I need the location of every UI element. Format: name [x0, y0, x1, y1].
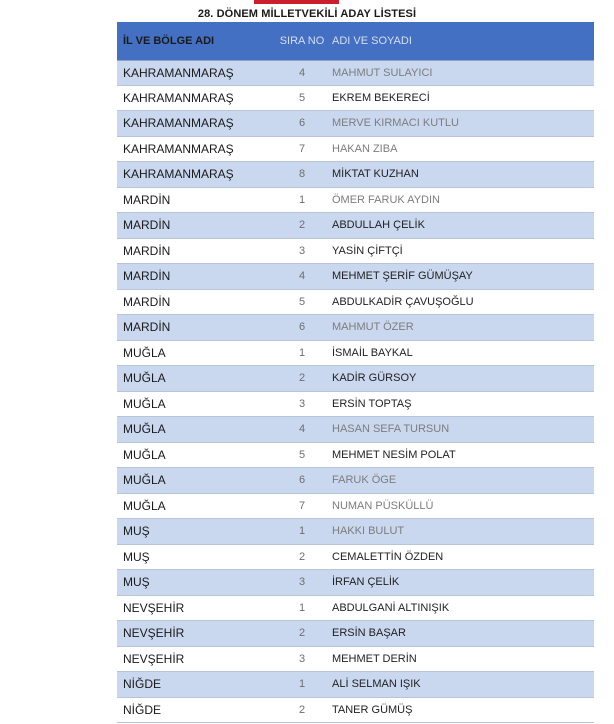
table-row [117, 111, 594, 137]
table-row [117, 137, 594, 163]
cell-province: MUĞLA [123, 473, 166, 488]
cell-candidate-name: MERVE KIRMACI KUTLU [332, 117, 459, 130]
cell-province: MUŞ [123, 549, 150, 564]
table-row [117, 264, 594, 290]
cell-order-no: 4 [298, 423, 306, 436]
table-row [117, 60, 594, 86]
cell-province: MUŞ [123, 575, 150, 590]
cell-province: MUĞLA [123, 371, 166, 386]
cell-order-no: 5 [298, 295, 306, 308]
cell-candidate-name: MAHMUT ÖZER [332, 321, 414, 334]
cell-candidate-name: KADİR GÜRSOY [332, 372, 417, 385]
cell-order-no: 5 [298, 448, 306, 461]
cell-order-no: 1 [298, 601, 306, 614]
cell-candidate-name: ERSİN TOPTAŞ [332, 397, 412, 410]
cell-order-no: 6 [298, 321, 306, 334]
cell-candidate-name: FARUK ÖGE [332, 474, 397, 487]
header-name: ADI VE SOYADI [332, 35, 412, 47]
cell-order-no: 4 [298, 270, 306, 283]
cell-candidate-name: MİKTAT KUZHAN [332, 168, 419, 181]
document-title: 28. DÖNEM MİLLETVEKİLİ ADAY LİSTESİ [197, 8, 417, 20]
cell-province: MUĞLA [123, 498, 166, 513]
table-row [117, 596, 594, 622]
table-row [117, 290, 594, 316]
cell-candidate-name: MAHMUT SULAYICI [332, 66, 433, 79]
table-row [117, 341, 594, 367]
table-row [117, 570, 594, 596]
table-row [117, 239, 594, 265]
cell-candidate-name: ERSİN BAŞAR [332, 627, 406, 640]
cell-province: KAHRAMANMARAŞ [123, 167, 234, 182]
cell-order-no: 7 [298, 142, 306, 155]
cell-order-no: 1 [298, 678, 306, 691]
cell-order-no: 4 [298, 66, 306, 79]
cell-province: MARDİN [123, 192, 171, 207]
cell-province: KAHRAMANMARAŞ [123, 116, 234, 131]
table-row [117, 86, 594, 112]
cell-order-no: 1 [298, 346, 306, 359]
table-row [117, 443, 594, 469]
table-row [117, 545, 594, 571]
header-order-no: SIRA NO [279, 35, 325, 47]
table-row [117, 417, 594, 443]
table-row [117, 162, 594, 188]
table-row [117, 213, 594, 239]
cell-order-no: 2 [298, 219, 306, 232]
cell-candidate-name: MEHMET ŞERİF GÜMÜŞAY [332, 270, 473, 283]
cell-province: KAHRAMANMARAŞ [123, 65, 234, 80]
cell-province: MARDİN [123, 243, 171, 258]
cell-candidate-name: MEHMET NESİM POLAT [332, 448, 456, 461]
table-row [117, 621, 594, 647]
table-row [117, 188, 594, 214]
cell-province: NİĞDE [123, 677, 162, 692]
cell-candidate-name: NUMAN PÜSKÜLLÜ [332, 499, 434, 512]
cell-province: MUŞ [123, 524, 150, 539]
cell-candidate-name: ABDULGANİ ALTINIŞIK [332, 601, 450, 614]
cell-candidate-name: İRFAN ÇELİK [332, 576, 400, 589]
cell-province: MARDİN [123, 320, 171, 335]
cell-candidate-name: HAKAN ZIBA [332, 142, 398, 155]
accent-bar [254, 0, 339, 4]
cell-province: NEVŞEHİR [123, 651, 185, 666]
table-row [117, 519, 594, 545]
cell-candidate-name: ALİ SELMAN IŞIK [332, 678, 421, 691]
cell-order-no: 8 [298, 168, 306, 181]
cell-province: MUĞLA [123, 447, 166, 462]
cell-order-no: 3 [298, 244, 306, 257]
cell-order-no: 3 [298, 397, 306, 410]
cell-province: KAHRAMANMARAŞ [123, 141, 234, 156]
cell-province: MARDİN [123, 269, 171, 284]
cell-province: NEVŞEHİR [123, 626, 185, 641]
cell-candidate-name: TANER GÜMÜŞ [332, 703, 413, 716]
cell-candidate-name: ABDULLAH ÇELİK [332, 219, 425, 232]
cell-province: MARDİN [123, 294, 171, 309]
cell-order-no: 5 [298, 91, 306, 104]
cell-province: KAHRAMANMARAŞ [123, 90, 234, 105]
cell-order-no: 6 [298, 117, 306, 130]
table-row [117, 647, 594, 673]
cell-order-no: 1 [298, 193, 306, 206]
table-row [117, 494, 594, 520]
cell-province: MARDİN [123, 218, 171, 233]
cell-candidate-name: HAKKI BULUT [332, 525, 405, 538]
cell-order-no: 2 [298, 627, 306, 640]
table-body [117, 60, 594, 723]
cell-candidate-name: MEHMET DERİN [332, 652, 417, 665]
cell-order-no: 3 [298, 652, 306, 665]
table-row [117, 672, 594, 698]
table-row [117, 698, 594, 724]
cell-order-no: 2 [298, 703, 306, 716]
cell-order-no: 6 [298, 474, 306, 487]
cell-candidate-name: HASAN SEFA TURSUN [332, 423, 450, 436]
candidate-table [117, 22, 594, 723]
cell-province: MUĞLA [123, 396, 166, 411]
cell-order-no: 2 [298, 550, 306, 563]
cell-order-no: 7 [298, 499, 306, 512]
cell-candidate-name: ABDULKADİR ÇAVUŞOĞLU [332, 295, 474, 308]
table-row [117, 392, 594, 418]
cell-candidate-name: İSMAİL BAYKAL [332, 346, 413, 359]
cell-candidate-name: CEMALETTİN ÖZDEN [332, 550, 444, 563]
table-header [117, 22, 594, 60]
cell-candidate-name: ÖMER FARUK AYDIN [332, 193, 440, 206]
cell-province: MUĞLA [123, 345, 166, 360]
cell-order-no: 1 [298, 525, 306, 538]
cell-candidate-name: EKREM BEKERECİ [332, 91, 430, 104]
cell-candidate-name: YASİN ÇİFTÇİ [332, 244, 403, 257]
table-row [117, 366, 594, 392]
cell-province: NEVŞEHİR [123, 600, 185, 615]
table-row [117, 315, 594, 341]
cell-order-no: 2 [298, 372, 306, 385]
header-province: İL VE BÖLGE ADI [123, 35, 215, 47]
cell-province: NİĞDE [123, 702, 162, 717]
cell-province: MUĞLA [123, 422, 166, 437]
table-row [117, 468, 594, 494]
cell-order-no: 3 [298, 576, 306, 589]
